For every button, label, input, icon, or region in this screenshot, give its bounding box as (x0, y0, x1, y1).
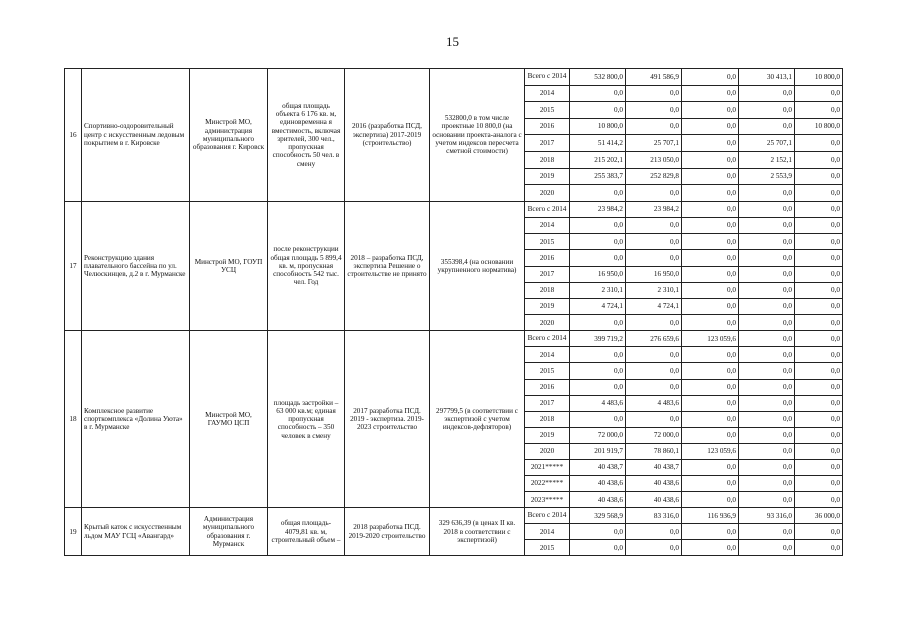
year-cell: 2016 (525, 250, 570, 266)
year-cell: Всего с 2014 (525, 508, 570, 524)
value-cell: 0,0 (570, 315, 626, 331)
project-number: 17 (65, 201, 82, 331)
value-cell: 329 568,9 (570, 508, 626, 524)
project-capacity: площадь застройки – 63 000 кв.м; единая пропускная способность – 350 человек в смену (268, 331, 345, 508)
value-cell: 276 659,6 (626, 331, 682, 347)
project-customer: Минстрой МО, ГАУМО ЦСП (190, 331, 268, 508)
value-cell: 10 800,0 (795, 69, 843, 86)
value-cell: 0,0 (739, 492, 795, 508)
value-cell: 0,0 (682, 315, 739, 331)
year-cell: 2019 (525, 427, 570, 443)
value-cell: 0,0 (795, 363, 843, 379)
value-cell: 4 483,6 (570, 395, 626, 411)
value-cell: 399 719,2 (570, 331, 626, 347)
value-cell: 0,0 (739, 443, 795, 459)
year-cell: 2020 (525, 315, 570, 331)
year-cell: 2014 (525, 85, 570, 102)
value-cell: 0,0 (739, 217, 795, 233)
project-customer: Администрация муниципального образования г. Мурманск (190, 508, 268, 556)
value-cell: 2 310,1 (570, 282, 626, 298)
value-cell: 0,0 (739, 476, 795, 492)
value-cell: 30 413,1 (739, 69, 795, 86)
year-cell: 2015 (525, 102, 570, 119)
year-cell: 2018 (525, 282, 570, 298)
project-customer: Минстрой МО, ГОУП УСЦ (190, 201, 268, 331)
project-name: Крытый каток с искусственным льдом МАУ ГСЦ «Авангард» (82, 508, 190, 556)
value-cell: 0,0 (570, 379, 626, 395)
value-cell: 0,0 (795, 282, 843, 298)
year-cell: 2023***** (525, 492, 570, 508)
value-cell: 0,0 (682, 379, 739, 395)
year-cell: 2019 (525, 298, 570, 314)
value-cell: 0,0 (739, 411, 795, 427)
value-cell: 0,0 (570, 185, 626, 202)
value-cell: 0,0 (570, 250, 626, 266)
value-cell: 0,0 (739, 234, 795, 250)
value-cell: 0,0 (682, 69, 739, 86)
value-cell: 40 438,7 (626, 460, 682, 476)
year-cell: 2021***** (525, 460, 570, 476)
value-cell: 0,0 (795, 492, 843, 508)
value-cell: 0,0 (682, 411, 739, 427)
value-cell: 491 586,9 (626, 69, 682, 86)
project-name: Спортивно-оздоровительный центр с искусственным ледовым покрытием в г. Кировске (82, 69, 190, 202)
year-cell: Всего с 2014 (525, 331, 570, 347)
value-cell: 0,0 (626, 315, 682, 331)
value-cell: 0,0 (682, 492, 739, 508)
value-cell: 252 829,8 (626, 168, 682, 185)
value-cell: 0,0 (795, 102, 843, 119)
value-cell: 0,0 (739, 347, 795, 363)
project-customer: Минстрой МО, администрация муниципального образования г. Кировск (190, 69, 268, 202)
project-cost: 297799,5 (в соответствии с экспертизой с учетом индексов-дефляторов) (430, 331, 525, 508)
value-cell: 23 984,2 (570, 201, 626, 217)
table-row (65, 331, 843, 347)
year-cell: 2016 (525, 379, 570, 395)
value-cell: 0,0 (682, 476, 739, 492)
value-cell: 0,0 (682, 460, 739, 476)
value-cell: 0,0 (682, 135, 739, 152)
value-cell: 0,0 (795, 427, 843, 443)
value-cell: 40 438,6 (570, 492, 626, 508)
value-cell: 0,0 (626, 524, 682, 540)
value-cell: 0,0 (682, 427, 739, 443)
value-cell: 0,0 (682, 234, 739, 250)
value-cell: 213 050,0 (626, 151, 682, 168)
value-cell: 0,0 (795, 250, 843, 266)
value-cell: 0,0 (795, 201, 843, 217)
year-cell: 2020 (525, 185, 570, 202)
value-cell: 0,0 (795, 411, 843, 427)
table-row (65, 201, 843, 217)
value-cell: 0,0 (739, 363, 795, 379)
project-name: Комплексное развитие спорткомплекса «Долина Уюта» в г. Мурманске (82, 331, 190, 508)
value-cell: 16 950,0 (626, 266, 682, 282)
value-cell: 0,0 (682, 201, 739, 217)
value-cell: 51 414,2 (570, 135, 626, 152)
value-cell: 25 707,1 (626, 135, 682, 152)
project-terms: 2016 (разработка ПСД, экспертиза) 2017-2019 (строительство) (345, 69, 430, 202)
value-cell: 0,0 (626, 217, 682, 233)
value-cell: 0,0 (739, 315, 795, 331)
year-cell: 2019 (525, 168, 570, 185)
project-number: 18 (65, 331, 82, 508)
value-cell: 4 724,1 (570, 298, 626, 314)
year-cell: Всего с 2014 (525, 69, 570, 86)
value-cell: 0,0 (795, 443, 843, 459)
table-row (65, 508, 843, 524)
project-capacity: после реконструкции общая площадь 5 899,4 кв. м, пропускная способность 542 тыс. чел. Год (268, 201, 345, 331)
value-cell: 116 936,9 (682, 508, 739, 524)
value-cell: 0,0 (570, 217, 626, 233)
value-cell: 0,0 (795, 476, 843, 492)
year-cell: Всего с 2014 (525, 201, 570, 217)
value-cell: 0,0 (626, 234, 682, 250)
value-cell: 0,0 (682, 185, 739, 202)
value-cell: 0,0 (795, 168, 843, 185)
year-cell: 2015 (525, 234, 570, 250)
value-cell: 0,0 (739, 282, 795, 298)
value-cell: 0,0 (739, 102, 795, 119)
value-cell: 0,0 (682, 395, 739, 411)
value-cell: 0,0 (795, 379, 843, 395)
value-cell: 16 950,0 (570, 266, 626, 282)
value-cell: 0,0 (739, 379, 795, 395)
year-cell: 2015 (525, 540, 570, 556)
value-cell: 0,0 (626, 250, 682, 266)
project-terms: 2018 разработка ПСД. 2019-2020 строительство (345, 508, 430, 556)
value-cell: 0,0 (795, 540, 843, 556)
value-cell: 0,0 (626, 347, 682, 363)
value-cell: 123 059,6 (682, 443, 739, 459)
value-cell: 0,0 (570, 540, 626, 556)
value-cell: 0,0 (682, 363, 739, 379)
value-cell: 0,0 (795, 234, 843, 250)
project-terms: 2017 разработка ПСД. 2019 - экспертиза. 2019-2023 строительство (345, 331, 430, 508)
value-cell: 0,0 (739, 298, 795, 314)
value-cell: 4 483,6 (626, 395, 682, 411)
value-cell: 2 152,1 (739, 151, 795, 168)
value-cell: 201 919,7 (570, 443, 626, 459)
value-cell: 0,0 (682, 118, 739, 135)
value-cell: 40 438,6 (626, 476, 682, 492)
value-cell: 0,0 (795, 524, 843, 540)
value-cell: 0,0 (570, 234, 626, 250)
value-cell: 0,0 (682, 282, 739, 298)
value-cell: 0,0 (570, 85, 626, 102)
value-cell: 123 059,6 (682, 331, 739, 347)
value-cell: 72 000,0 (626, 427, 682, 443)
value-cell: 36 000,0 (795, 508, 843, 524)
value-cell: 532 800,0 (570, 69, 626, 86)
value-cell: 4 724,1 (626, 298, 682, 314)
value-cell: 40 438,7 (570, 460, 626, 476)
value-cell: 0,0 (795, 347, 843, 363)
value-cell: 40 438,6 (570, 476, 626, 492)
value-cell: 0,0 (626, 102, 682, 119)
year-cell: 2017 (525, 266, 570, 282)
value-cell: 0,0 (626, 379, 682, 395)
value-cell: 0,0 (626, 185, 682, 202)
year-cell: 2016 (525, 118, 570, 135)
value-cell: 0,0 (795, 135, 843, 152)
value-cell: 0,0 (795, 331, 843, 347)
value-cell: 0,0 (570, 347, 626, 363)
value-cell: 23 984,2 (626, 201, 682, 217)
value-cell: 0,0 (682, 151, 739, 168)
value-cell: 0,0 (570, 524, 626, 540)
value-cell: 2 310,1 (626, 282, 682, 298)
value-cell: 0,0 (739, 331, 795, 347)
project-name: Реконструкцию здания плавательного бассейна по ул. Челюскинцев, д.2 в г. Мурманске (82, 201, 190, 331)
year-cell: 2014 (525, 347, 570, 363)
year-cell: 2017 (525, 395, 570, 411)
value-cell: 0,0 (682, 102, 739, 119)
value-cell: 0,0 (739, 427, 795, 443)
project-cost: 329 636,39 (в ценах II кв. 2018 в соответствии с экспертизой) (430, 508, 525, 556)
project-capacity: общая площадь объекта 6 176 кв. м, единовременна я вместимость, включая зрителей, 300 чел., пропускная способность 50 чел. в смену (268, 69, 345, 202)
value-cell: 0,0 (795, 85, 843, 102)
value-cell: 72 000,0 (570, 427, 626, 443)
value-cell: 0,0 (795, 298, 843, 314)
table-row (65, 69, 843, 86)
value-cell: 0,0 (570, 363, 626, 379)
value-cell: 0,0 (682, 540, 739, 556)
value-cell: 0,0 (626, 540, 682, 556)
value-cell: 0,0 (739, 250, 795, 266)
project-cost: 355398,4 (на основании укрупненного норматива) (430, 201, 525, 331)
year-cell: 2014 (525, 524, 570, 540)
year-cell: 2018 (525, 151, 570, 168)
value-cell: 93 316,0 (739, 508, 795, 524)
value-cell: 0,0 (682, 266, 739, 282)
value-cell: 0,0 (739, 118, 795, 135)
page-number: 15 (446, 34, 459, 49)
value-cell: 10 800,0 (795, 118, 843, 135)
value-cell: 0,0 (626, 363, 682, 379)
project-number: 16 (65, 69, 82, 202)
year-cell: 2022***** (525, 476, 570, 492)
value-cell: 0,0 (739, 201, 795, 217)
value-cell: 0,0 (682, 524, 739, 540)
value-cell: 0,0 (795, 266, 843, 282)
value-cell: 0,0 (682, 217, 739, 233)
value-cell: 0,0 (739, 266, 795, 282)
value-cell: 40 438,6 (626, 492, 682, 508)
value-cell: 0,0 (739, 85, 795, 102)
project-cost: 532800,0 в том числе проектные 10 800,0 (на основании проекта-аналога с учетом индексов пересчета сметной стоимости) (430, 69, 525, 202)
value-cell: 0,0 (626, 85, 682, 102)
value-cell: 0,0 (739, 524, 795, 540)
value-cell: 0,0 (795, 460, 843, 476)
value-cell: 0,0 (739, 395, 795, 411)
value-cell: 10 800,0 (570, 118, 626, 135)
value-cell: 0,0 (626, 118, 682, 135)
value-cell: 0,0 (682, 85, 739, 102)
value-cell: 0,0 (570, 411, 626, 427)
value-cell: 255 383,7 (570, 168, 626, 185)
investment-table (64, 68, 843, 556)
value-cell: 0,0 (570, 102, 626, 119)
value-cell: 0,0 (682, 250, 739, 266)
year-cell: 2014 (525, 217, 570, 233)
value-cell: 83 316,0 (626, 508, 682, 524)
value-cell: 0,0 (682, 298, 739, 314)
value-cell: 0,0 (739, 460, 795, 476)
value-cell: 0,0 (626, 411, 682, 427)
project-capacity: общая площадь- 4079,81 кв. м, строительный объем – (268, 508, 345, 556)
value-cell: 0,0 (795, 217, 843, 233)
value-cell: 0,0 (795, 395, 843, 411)
value-cell: 0,0 (795, 185, 843, 202)
value-cell: 78 860,1 (626, 443, 682, 459)
value-cell: 215 202,1 (570, 151, 626, 168)
value-cell: 0,0 (682, 347, 739, 363)
year-cell: 2018 (525, 411, 570, 427)
value-cell: 25 707,1 (739, 135, 795, 152)
project-number: 19 (65, 508, 82, 556)
year-cell: 2020 (525, 443, 570, 459)
year-cell: 2017 (525, 135, 570, 152)
year-cell: 2015 (525, 363, 570, 379)
value-cell: 2 553,9 (739, 168, 795, 185)
value-cell: 0,0 (795, 315, 843, 331)
value-cell: 0,0 (795, 151, 843, 168)
value-cell: 0,0 (682, 168, 739, 185)
value-cell: 0,0 (739, 540, 795, 556)
project-terms: 2018 – разработка ПСД, экспертиза Решение о строительстве не принято (345, 201, 430, 331)
value-cell: 0,0 (739, 185, 795, 202)
